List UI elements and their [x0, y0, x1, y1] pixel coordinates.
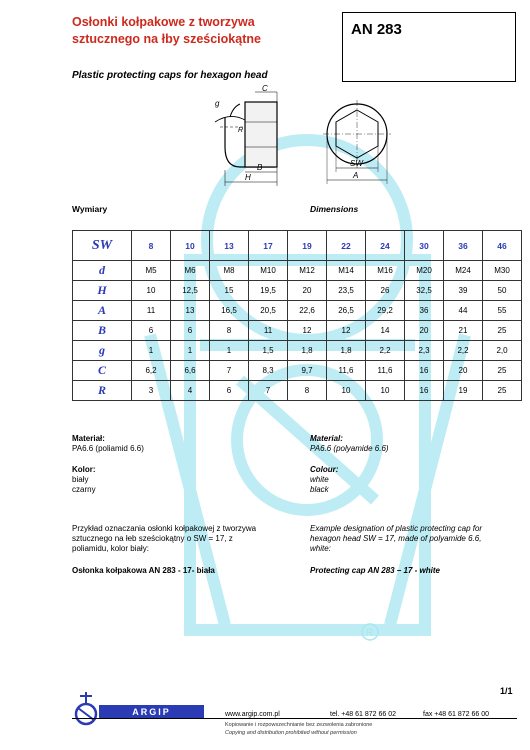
value-cell: 3: [132, 381, 171, 401]
colour-heading-en: Colour:: [310, 465, 339, 474]
table-row-h: [73, 281, 522, 301]
value-cell: 2,0: [483, 341, 522, 361]
value-cell: 19,5: [249, 281, 288, 301]
sw-cell: 17: [249, 231, 288, 261]
value-cell: 32,5: [405, 281, 444, 301]
value-cell: 11,6: [366, 361, 405, 381]
value-cell: M16: [366, 261, 405, 281]
value-cell: 29,2: [366, 301, 405, 321]
value-cell: 11: [249, 321, 288, 341]
value-cell: 13: [171, 301, 210, 321]
colour-section-en: [310, 465, 520, 495]
table-row-g: [73, 341, 522, 361]
value-cell: 16: [405, 361, 444, 381]
table-row-a: [73, 301, 522, 321]
value-cell: 16: [405, 381, 444, 401]
value-cell: 12: [288, 321, 327, 341]
value-cell: 14: [366, 321, 405, 341]
designation-en: Protecting cap AN 283 – 17 - white: [310, 566, 440, 575]
example-text-pl: [72, 524, 282, 554]
colour-section-pl: [72, 465, 292, 495]
example-line-en: white:: [310, 544, 331, 553]
value-cell: M14: [327, 261, 366, 281]
footer-tel: tel. +48 61 872 66 02: [330, 711, 396, 718]
colour-value-en: black: [310, 485, 329, 494]
value-cell: 7: [210, 361, 249, 381]
value-cell: 8: [288, 381, 327, 401]
row-label-g: g: [73, 341, 132, 361]
brand-label: ARGIP: [99, 705, 204, 719]
value-cell: 20: [444, 361, 483, 381]
value-cell: 2,3: [405, 341, 444, 361]
value-cell: 6,6: [171, 361, 210, 381]
footer-fax: fax +48 61 872 66 00: [423, 711, 489, 718]
value-cell: 7: [249, 381, 288, 401]
value-cell: 11,6: [327, 361, 366, 381]
table-row-d: [73, 261, 522, 281]
value-cell: 1: [210, 341, 249, 361]
value-cell: 20,5: [249, 301, 288, 321]
value-cell: 1: [132, 341, 171, 361]
value-cell: 39: [444, 281, 483, 301]
value-cell: 55: [483, 301, 522, 321]
row-label-r: R: [73, 381, 132, 401]
drawing-label-b: B: [257, 163, 263, 172]
svg-text:R: R: [366, 628, 374, 639]
value-cell: 20: [405, 321, 444, 341]
row-label-h: H: [73, 281, 132, 301]
material-heading-en: Material:: [310, 434, 343, 443]
colour-value-pl: czarny: [72, 485, 96, 494]
value-cell: 6: [210, 381, 249, 401]
material-section-en: [310, 434, 520, 454]
value-cell: 4: [171, 381, 210, 401]
value-cell: 9,7: [288, 361, 327, 381]
value-cell: 22,6: [288, 301, 327, 321]
value-cell: 16,5: [210, 301, 249, 321]
value-cell: 36: [405, 301, 444, 321]
value-cell: 1,8: [327, 341, 366, 361]
value-cell: 23,5: [327, 281, 366, 301]
value-cell: 15: [210, 281, 249, 301]
page-number: 1/1: [500, 686, 513, 696]
value-cell: 1,8: [288, 341, 327, 361]
example-line-pl: Przykład oznaczania osłonki kołpakowej z tworzywa: [72, 524, 257, 533]
value-cell: M12: [288, 261, 327, 281]
title-polish: [72, 14, 322, 48]
sw-cell: 19: [288, 231, 327, 261]
footer-copyright-en: Copying and distribution prohibited without permission: [225, 730, 357, 736]
value-cell: 1,5: [249, 341, 288, 361]
value-cell: 26,5: [327, 301, 366, 321]
sw-cell: 24: [366, 231, 405, 261]
value-cell: 6: [171, 321, 210, 341]
value-cell: M20: [405, 261, 444, 281]
value-cell: 8,3: [249, 361, 288, 381]
material-value-en: PA6.6 (polyamide 6.6): [310, 444, 389, 453]
value-cell: 12,5: [171, 281, 210, 301]
value-cell: M8: [210, 261, 249, 281]
value-cell: 25: [483, 361, 522, 381]
value-cell: 50: [483, 281, 522, 301]
value-cell: M5: [132, 261, 171, 281]
value-cell: 6: [132, 321, 171, 341]
value-cell: 44: [444, 301, 483, 321]
value-cell: 25: [483, 381, 522, 401]
row-label-d: d: [73, 261, 132, 281]
example-line-pl: poliamidu, kolor biały:: [72, 544, 149, 553]
example-line-en: hexagon head SW = 17, made of polyamide 6.6,: [310, 534, 482, 543]
value-cell: M24: [444, 261, 483, 281]
colour-value-en: white: [310, 475, 329, 484]
footer-website[interactable]: www.argip.com.pl: [225, 711, 280, 718]
table-header-row: [73, 231, 522, 261]
product-code: AN 283: [351, 21, 402, 38]
drawing-label-sw: SW: [350, 159, 363, 168]
material-section-pl: [72, 434, 292, 454]
title-polish-line1: Osłonki kołpakowe z tworzywa: [72, 15, 255, 29]
value-cell: 20: [288, 281, 327, 301]
sw-cell: 22: [327, 231, 366, 261]
example-line-en: Example designation of plastic protecting cap for: [310, 524, 483, 533]
value-cell: M30: [483, 261, 522, 281]
sw-cell: 10: [171, 231, 210, 261]
footer-copyright-pl: Kopiowanie i rozpowszechnianie bez zezwolenia zabronione: [225, 722, 373, 728]
drawing-label-r: R: [238, 127, 244, 134]
colour-heading-pl: Kolor:: [72, 465, 96, 474]
row-label-b: B: [73, 321, 132, 341]
title-polish-line2: sztucznego na łby sześciokątne: [72, 32, 261, 46]
table-row-r: [73, 381, 522, 401]
value-cell: 2,2: [366, 341, 405, 361]
drawing-label-h: H: [245, 173, 251, 182]
value-cell: M10: [249, 261, 288, 281]
value-cell: 19: [444, 381, 483, 401]
sw-cell: 36: [444, 231, 483, 261]
material-heading-pl: Materiał:: [72, 434, 105, 443]
value-cell: M6: [171, 261, 210, 281]
drawing-label-g: g: [215, 99, 220, 108]
code-box: [342, 12, 516, 82]
row-label-a: A: [73, 301, 132, 321]
designation-pl: Osłonka kołpakowa AN 283 - 17- biała: [72, 566, 215, 575]
value-cell: 25: [483, 321, 522, 341]
drawing-label-c: C: [262, 84, 268, 93]
table-row-b: [73, 321, 522, 341]
drawing-label-a: A: [353, 171, 359, 180]
technical-drawing: [205, 82, 425, 192]
table-row-c: [73, 361, 522, 381]
value-cell: 10: [132, 281, 171, 301]
value-cell: 2,2: [444, 341, 483, 361]
value-cell: 1: [171, 341, 210, 361]
sw-cell: 13: [210, 231, 249, 261]
example-text-en: [310, 524, 520, 554]
sw-cell: 46: [483, 231, 522, 261]
value-cell: 8: [210, 321, 249, 341]
sw-cell: 8: [132, 231, 171, 261]
sw-cell: 30: [405, 231, 444, 261]
row-label-c: C: [73, 361, 132, 381]
subtitle-english: Plastic protecting caps for hexagon head: [72, 70, 268, 81]
value-cell: 12: [327, 321, 366, 341]
value-cell: 26: [366, 281, 405, 301]
example-line-pl: sztucznego na łeb sześciokątny o SW = 17, z: [72, 534, 233, 543]
colour-value-pl: biały: [72, 475, 89, 484]
dimensions-table: [72, 230, 522, 401]
value-cell: 10: [327, 381, 366, 401]
value-cell: 11: [132, 301, 171, 321]
material-value-pl: PA6.6 (poliamid 6.6): [72, 444, 144, 453]
footer-divider: [72, 718, 517, 719]
value-cell: 10: [366, 381, 405, 401]
dimensions-label-pl: Wymiary: [72, 204, 108, 214]
value-cell: 6,2: [132, 361, 171, 381]
value-cell: 21: [444, 321, 483, 341]
argip-logo-icon: [72, 690, 100, 730]
dimensions-label-en: Dimensions: [310, 204, 359, 214]
row-label-sw: SW: [73, 231, 132, 261]
